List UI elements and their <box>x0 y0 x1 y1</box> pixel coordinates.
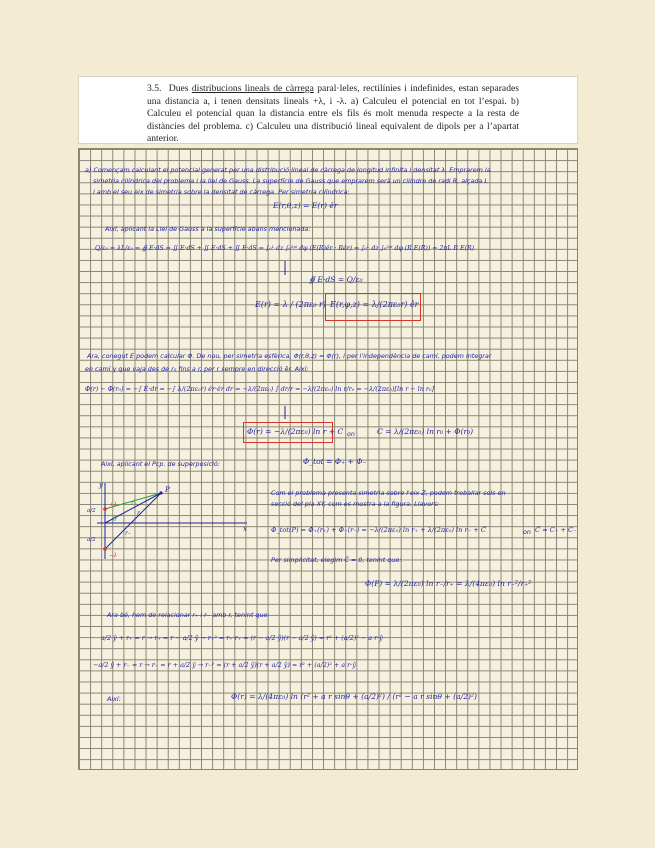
relate-intro: Ara bé, hem de relacionar r₊ i r₋ amb r, tenint que: <box>107 611 270 619</box>
final-potential: Φ(r) = λ/(4πε₀) ln (r² + a r sinθ + (a/2)²) / (r² − a r sinθ + (a/2)²) <box>231 692 478 701</box>
intro-line-3: i amb el seu eix de simetria sobre la densitat de càrrega. Per simetria cilíndrica: <box>93 188 350 196</box>
problem-statement <box>147 83 519 146</box>
plus-charge-dot <box>103 507 107 511</box>
relation-minus: −a/2 ŷ + r₋ = r → r₋ = r + a/2 ŷ → r₋² = (r + a/2 ŷ)(r + a/2 ŷ) = r² + (a/2)² + a r·ŷ <box>93 661 356 669</box>
sum-on: on <box>523 528 531 536</box>
phi-final: Φ(P) = λ/(2πε₀) ln r₋/r₊ = λ/(4πε₀) ln r₋²/r₊² <box>365 579 532 588</box>
plane-line-1: Com el problema presenta simetria sobre l'eix Z, podem treballar sols en <box>271 489 506 497</box>
r-minus-label: r₋ <box>125 530 132 537</box>
problem-body: paral·leles, rectilínies i indefinides, estan separades una distancia a, i tenen densitats lineals +λ, i -λ. a) Calculeu el potencial en tot l’espai. b) Calculeu el potencial quan la distancia entre els fils és molt menuda respecte a la resta de distàncies del problema. c) Calculeu una distribució lineal equivalent de dipols per a l’apartat anterior. <box>147 83 519 145</box>
problem-lead: Dues <box>168 83 189 94</box>
minus-charge-label: −λ <box>109 553 118 559</box>
potential-integral: Φ(r) − Φ(r₀) = −∫ E·dr = −∫ λ/(2πε₀r) êr·êr dr = −λ/(2πε₀) ∫ dr/r = −λ/(2πε₀) ln r/r₀ = −λ/(2πε₀)[ln r − ln r₀] <box>85 385 434 393</box>
point-p-label: P <box>165 486 170 494</box>
field-magnitude: E(r) = λ / (2πε₀ r) <box>255 300 327 309</box>
handwritten-notes-sheet <box>78 148 578 770</box>
bottom-tick-label: a/2 <box>87 537 96 543</box>
gauss-intro: Així, aplicant la Llei de Gauss a la superfície abans mencionada: <box>105 225 311 233</box>
sum-constant: C̃ = C₊ + C₋ <box>535 526 577 534</box>
superposition-intro: Així, aplicant el Pcp. de superposició: <box>101 460 220 468</box>
simplicity-note: Per simplicitat, elegim C̃ = 0, tenint que: <box>271 556 402 564</box>
r-plus-label: r₊ <box>131 500 138 507</box>
gauss-law: ∯ E·dS = Q/ε₀ <box>309 275 363 284</box>
intro-line-1: a) Començam calculant el potencial generat per una distribució lineal de càrrega de longitud infinita i densitat λ. Emprarem la <box>85 166 491 174</box>
superposition-equation: Φ_tot = Φ₊ + Φ₋ <box>303 457 367 466</box>
potential-on: on <box>347 430 355 438</box>
point-p-dot <box>159 491 162 494</box>
problem-underlined-term: distribucions lineals de càrrega <box>191 83 314 94</box>
minus-charge-dot <box>103 547 107 551</box>
potential-intro-1: Ara, conegut E podem calcular Φ. De nou, per simetria esfèrica, Φ(r,θ,z) = Φ(r), i per l'independència de camí, podem integrar <box>87 352 492 360</box>
field-vector: E(r,φ,z) = λ/(2πε₀r) êr <box>330 300 419 309</box>
potential-constant: C = λ/(2πε₀) ln r₀ + Φ(r₀) <box>377 427 474 436</box>
theta-label: θ <box>113 516 117 523</box>
potential-result: Φ(r) = −λ/(2πε₀) ln r + C <box>247 427 344 436</box>
x-axis-label: x <box>243 525 247 533</box>
plane-line-2: secció del pla XY, com es mostra a la figura. Llavors: <box>271 500 440 508</box>
intro-line-2: simetria cilíndrica del problema i la llei de Gauss. La superfície de Gauss que emprarem serà un cilindre de radi R, alçada L <box>93 177 488 185</box>
relation-plus: a/2 ŷ + r₊ = r → r₊ = r − a/2 ŷ → r₊² = r₊·r₊ = (r − a/2 ŷ)(r − a/2 ŷ) = r² + (a/2)² − a r·ŷ <box>101 634 383 642</box>
problem-statement-card <box>78 76 578 144</box>
top-tick-label: a/2 <box>87 508 96 514</box>
problem-number: 3.5. <box>147 83 162 94</box>
asi-label: Així: <box>107 695 121 703</box>
r-label: r <box>137 510 140 517</box>
gauss-equation: Q/ε₀ = λL/ε₀ = ∯ E·dS = ∬ E·dS + ∬ E·dS + ∬ E·dS = ∫₀ᴸ dz ∫₀²ᵖⁱ dφ (E(R)êr · Rêr) = ∫₀ᴸ dz ∫₀²ᵖⁱ dφ (R E(R)) = 2πL R E(R) <box>95 245 475 252</box>
potential-intro-2: en camí γ que vaja des de r₀ fins a r, per r sempre en direcció êr. Així: <box>85 365 309 373</box>
sum-equation: Φ_tot(P) = Φ₊(r₊) + Φ₋(r₋) = −λ/(2πε₀) ln r₊ + λ/(2πε₀) ln r₋ + C̃ <box>271 526 486 534</box>
geometry-figure <box>79 149 579 771</box>
plus-charge-label: +λ <box>109 502 118 508</box>
y-axis-label: y <box>99 481 103 489</box>
symmetry-equation: E(r,θ,z) = E(r) êr <box>273 201 338 210</box>
